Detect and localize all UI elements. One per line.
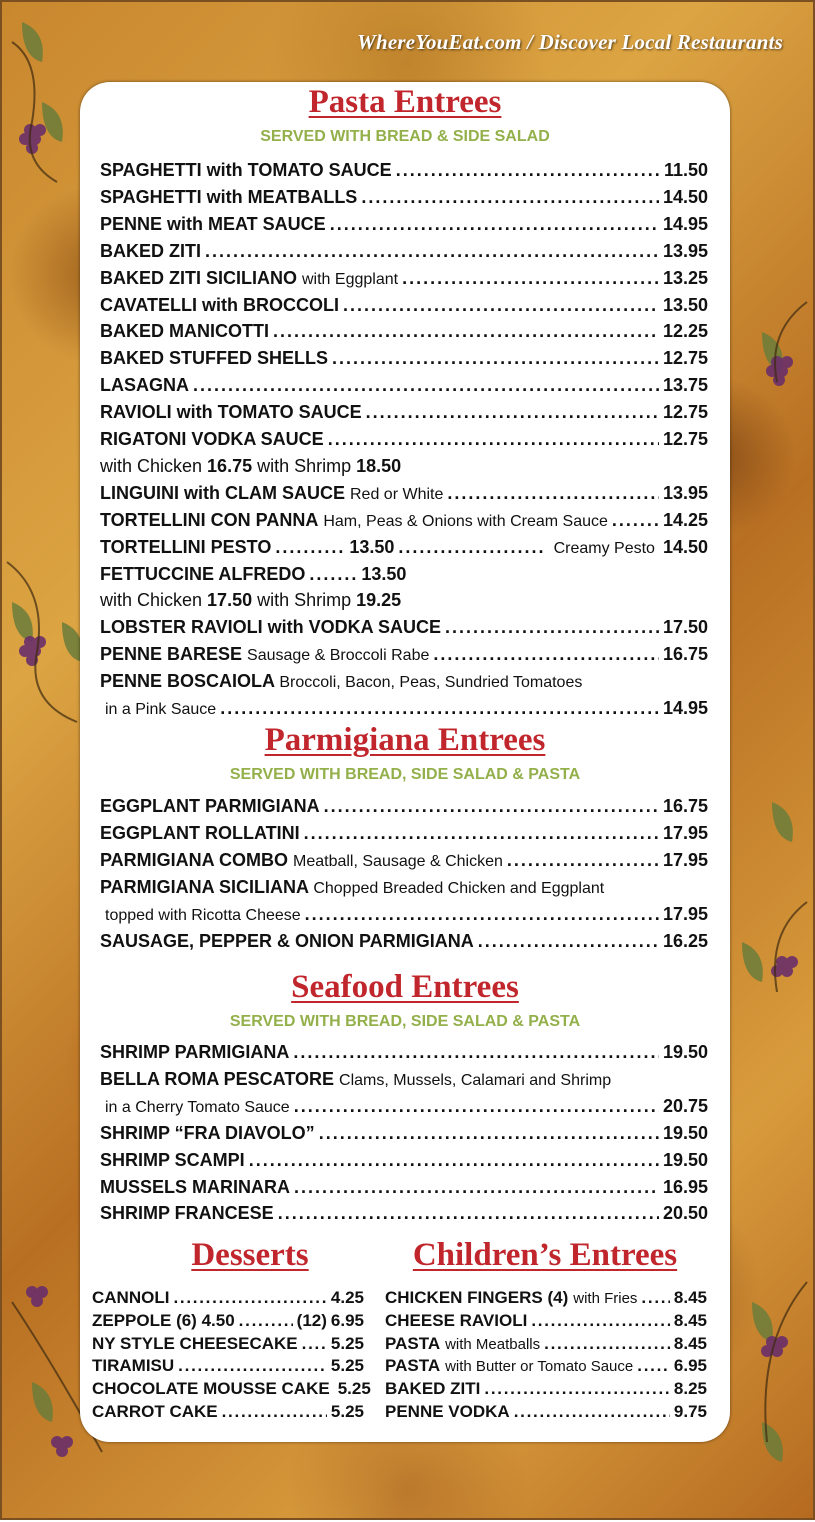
item-desc: Ham, Peas & Onions with Cream Sauce: [323, 512, 608, 530]
item-name: ZEPPOLE (6) 4.50: [92, 1310, 235, 1330]
item-name: RIGATONI VODKA SAUCE: [100, 429, 324, 449]
addon-label: with Chicken: [100, 590, 208, 611]
leader-dots: [294, 1177, 659, 1198]
children-item: [385, 1334, 707, 1358]
pasta-item: [100, 214, 708, 238]
item-name: BAKED ZITI SICILIANO: [100, 267, 297, 288]
leader-dots: [319, 1123, 659, 1144]
item-name: PARMIGIANA COMBO: [100, 849, 288, 870]
item-desc: in a Cherry Tomato Sauce: [105, 1098, 290, 1116]
item-name: SHRIMP PARMIGIANA: [100, 1042, 290, 1062]
leader-dots: [305, 904, 659, 925]
item-name: SPAGHETTI with TOMATO SAUCE: [100, 160, 392, 180]
seafood-item: [100, 1042, 708, 1066]
item-name: PASTA: [385, 1356, 441, 1376]
item-name: TIRAMISU: [92, 1356, 175, 1376]
item-desc: with Fries: [573, 1290, 638, 1307]
parmigiana-item: [100, 877, 604, 898]
rigatoni-addons: [100, 456, 401, 477]
item-price: 6.95: [330, 1310, 364, 1330]
item-price: 13.50: [349, 536, 395, 557]
pasta-item: [100, 241, 708, 265]
leader-dots: [343, 295, 659, 316]
item-name: CANNOLI: [92, 1288, 170, 1307]
item-price: 11.50: [663, 160, 708, 180]
item-price: 9.75: [673, 1402, 707, 1421]
leader-dots: [328, 429, 659, 450]
leader-dots: [641, 1288, 669, 1308]
parmigiana-subtitle: SERVED WITH BREAD, SIDE SALAD & PASTA: [229, 766, 581, 783]
item-name: NY STYLE CHEESECAKE: [92, 1333, 298, 1353]
leader-dots: [239, 1311, 293, 1331]
children-item: [385, 1356, 707, 1380]
dessert-item: [92, 1334, 364, 1358]
seafood-item: [100, 1150, 708, 1174]
addon-price: 18.50: [356, 455, 402, 476]
pasta-item: [100, 617, 708, 641]
pasta-item: [100, 187, 708, 211]
item-price: 6.95: [673, 1356, 707, 1376]
leader-dots: [273, 321, 659, 342]
pasta-title: Pasta Entrees: [308, 84, 502, 120]
pasta-item: [100, 644, 708, 668]
alfredo-addons: [100, 590, 401, 611]
leader-dots: [178, 1356, 327, 1376]
item-price: 13.95: [662, 240, 708, 261]
seafood-item: [100, 1177, 708, 1201]
item-desc: Red or White: [350, 485, 444, 503]
site-watermark: WhereYouEat.com / Discover Local Restaurants: [357, 30, 783, 54]
pasta-item: [100, 295, 708, 319]
leader-dots: [220, 698, 659, 719]
item-price: 14.25: [662, 509, 708, 530]
leader-dots: [302, 1334, 327, 1354]
item-desc: in a Pink Sauce: [105, 701, 217, 718]
pasta-item: [100, 429, 708, 453]
item-price: 13.95: [662, 482, 708, 503]
leader-dots: [484, 1379, 670, 1399]
leader-dots: [193, 375, 659, 396]
seafood-item: [100, 1069, 611, 1090]
leader-dots: [514, 1402, 670, 1422]
item-name: CHOCOLATE MOUSSE CAKE: [92, 1379, 330, 1399]
item-desc: Meatball, Sausage & Chicken: [293, 852, 503, 870]
dessert-item: [92, 1402, 364, 1426]
pasta-item-cont: [100, 698, 708, 722]
item-name: TORTELLINI CON PANNA: [100, 509, 319, 530]
leader-dots: [222, 1402, 327, 1422]
item-desc: Creamy Pesto: [553, 539, 655, 557]
item-name: PARMIGIANA SICILIANA: [100, 876, 314, 897]
children-item: [385, 1402, 707, 1426]
item-name: CARROT CAKE: [92, 1402, 218, 1421]
parmigiana-title: Parmigiana Entrees: [264, 722, 546, 758]
menu-panel: [80, 82, 730, 1442]
addon-label: with Shrimp: [252, 455, 357, 476]
seafood-item: [100, 1203, 708, 1227]
leader-dots: [544, 1334, 670, 1354]
addon-price: 19.25: [356, 590, 402, 611]
item-name: SPAGHETTI with MEATBALLS: [100, 186, 358, 207]
item-name: BELLA ROMA PESCATORE: [100, 1068, 340, 1089]
item-price: 12.25: [662, 321, 708, 342]
item-name: CHICKEN FINGERS (4): [385, 1288, 569, 1307]
item-price: 14.95: [662, 698, 708, 718]
leader-dots: [173, 1288, 326, 1308]
leader-dots: [531, 1311, 670, 1331]
pasta-item: [100, 537, 708, 561]
item-name: PENNE with MEAT SAUCE: [100, 213, 326, 234]
dessert-item: [92, 1356, 364, 1380]
item-name: SAUSAGE, PEPPER & ONION PARMIGIANA: [100, 930, 474, 951]
item-price: 5.25: [330, 1402, 364, 1421]
item-name: EGGPLANT PARMIGIANA: [100, 796, 320, 816]
item-name: TORTELLINI PESTO: [100, 536, 272, 557]
seafood-item-cont: [100, 1096, 708, 1120]
leader-dots: [398, 537, 544, 558]
item-name: (12): [296, 1310, 327, 1330]
pasta-item: [100, 160, 708, 184]
leader-dots: [366, 402, 659, 423]
item-name: EGGPLANT ROLLATINI: [100, 822, 300, 843]
item-price: 8.45: [673, 1333, 707, 1353]
pasta-item: [100, 268, 708, 292]
leader-dots: [278, 1203, 659, 1224]
item-price: 19.50: [662, 1122, 708, 1143]
item-price: 19.50: [662, 1149, 708, 1170]
pasta-item: [100, 321, 708, 345]
parmigiana-item: [100, 823, 708, 847]
item-name: SHRIMP SCAMPI: [100, 1149, 245, 1170]
leader-dots: [330, 214, 659, 235]
item-desc: with Meatballs: [445, 1335, 541, 1353]
item-name: PENNE VODKA: [385, 1402, 510, 1421]
leader-dots: [249, 1150, 659, 1171]
item-desc: Broccoli, Bacon, Peas, Sundried Tomatoes: [279, 674, 583, 692]
item-price: 5.25: [337, 1379, 371, 1399]
item-price: 17.95: [662, 849, 708, 870]
item-desc: Sausage & Broccoli Rabe: [247, 647, 430, 665]
item-price: 16.75: [662, 796, 708, 816]
leader-dots: [294, 1096, 659, 1117]
leader-dots: [309, 564, 357, 585]
leader-dots: [445, 617, 659, 638]
item-price: 13.50: [361, 563, 407, 584]
item-name: CAVATELLI with BROCCOLI: [100, 294, 339, 315]
item-name: LINGUINI with CLAM SAUCE: [100, 482, 345, 503]
item-name: FETTUCCINE ALFREDO: [100, 563, 306, 584]
leader-dots: [396, 160, 660, 181]
item-price: 13.50: [662, 294, 708, 315]
leader-dots: [332, 348, 659, 369]
item-price: 17.50: [662, 617, 708, 638]
item-price: 12.75: [662, 402, 708, 423]
item-price: 13.75: [662, 375, 708, 396]
item-desc: topped with Ricotta Cheese: [105, 906, 301, 924]
children-title: Children’s Entrees: [412, 1237, 678, 1273]
item-name: PENNE BOSCAIOLA: [100, 671, 280, 692]
item-name: SHRIMP FRANCESE: [100, 1203, 274, 1224]
item-name: BAKED ZITI: [385, 1379, 481, 1399]
item-name: PASTA: [385, 1333, 441, 1353]
item-price: 12.75: [662, 429, 708, 449]
item-price: 5.25: [330, 1356, 364, 1376]
children-item: [385, 1288, 707, 1312]
pasta-subtitle: SERVED WITH BREAD & SIDE SALAD: [260, 128, 550, 145]
item-desc: Clams, Mussels, Calamari and Shrimp: [339, 1071, 612, 1089]
item-price: 4.25: [330, 1288, 364, 1307]
leader-dots: [361, 187, 659, 208]
item-price: 17.95: [662, 822, 708, 843]
leader-dots: [433, 644, 659, 665]
item-price: 12.75: [662, 348, 708, 369]
leader-dots: [637, 1356, 670, 1376]
leader-dots: [275, 537, 345, 558]
leader-dots: [447, 483, 659, 504]
item-name: LOBSTER RAVIOLI with VODKA SAUCE: [100, 617, 442, 638]
seafood-subtitle: SERVED WITH BREAD, SIDE SALAD & PASTA: [229, 1013, 581, 1030]
leader-dots: [324, 796, 659, 817]
item-price: 14.95: [662, 213, 708, 234]
item-price: 8.45: [673, 1310, 707, 1330]
leader-dots: [507, 850, 659, 871]
parmigiana-item-cont: [100, 904, 708, 928]
children-item: [385, 1311, 707, 1335]
item-name: LASAGNA: [100, 375, 189, 396]
item-price: 20.50: [662, 1203, 708, 1224]
pasta-item: [100, 510, 708, 534]
item-name: RAVIOLI with TOMATO SAUCE: [100, 402, 362, 423]
item-name: BAKED ZITI: [100, 240, 201, 261]
item-name: SHRIMP “FRA DIAVOLO”: [100, 1122, 315, 1143]
item-price: 8.25: [673, 1379, 707, 1399]
item-price: 16.95: [662, 1176, 708, 1197]
item-price: 8.45: [673, 1288, 707, 1307]
children-item: [385, 1379, 707, 1403]
addon-price: 16.75: [207, 455, 253, 476]
item-name: MUSSELS MARINARA: [100, 1176, 291, 1197]
item-desc: Chopped Breaded Chicken and Eggplant: [313, 879, 605, 897]
item-name: BAKED MANICOTTI: [100, 321, 269, 342]
leader-dots: [402, 268, 659, 289]
item-desc: with Eggplant: [302, 270, 399, 288]
item-price: 17.95: [662, 903, 708, 924]
item-price: 16.25: [662, 930, 708, 951]
parmigiana-item: [100, 796, 708, 820]
item-name: CHEESE RAVIOLI: [385, 1310, 528, 1330]
dessert-item: [92, 1379, 371, 1403]
leader-dots: [304, 823, 659, 844]
addon-label: with Chicken: [100, 455, 208, 476]
dessert-item: [92, 1311, 364, 1335]
desserts-title: Desserts: [191, 1237, 309, 1273]
parmigiana-item: [100, 931, 708, 955]
item-price: 5.25: [330, 1333, 364, 1353]
item-price: 13.25: [662, 267, 708, 288]
leader-dots: [293, 1042, 659, 1063]
pasta-item: [100, 671, 582, 692]
item-price: 14.50: [662, 186, 708, 207]
item-price: 14.50: [662, 536, 708, 557]
leader-dots: [478, 931, 659, 952]
addon-price: 17.50: [207, 590, 253, 611]
item-price: 20.75: [662, 1095, 708, 1116]
leader-dots: [612, 510, 659, 531]
item-name: PENNE BARESE: [100, 644, 243, 665]
dessert-item: [92, 1288, 364, 1312]
seafood-title: Seafood Entrees: [291, 969, 519, 1005]
item-price: 19.50: [662, 1042, 708, 1062]
item-price: 16.75: [662, 644, 708, 665]
pasta-item: [100, 375, 708, 399]
pasta-item: [100, 348, 708, 372]
pasta-item: [100, 483, 708, 507]
leader-dots: [205, 241, 659, 262]
seafood-item: [100, 1123, 708, 1147]
pasta-item: [100, 564, 420, 588]
addon-label: with Shrimp: [252, 590, 357, 611]
item-desc: with Butter or Tomato Sauce: [445, 1358, 634, 1376]
parmigiana-item: [100, 850, 708, 874]
item-name: BAKED STUFFED SHELLS: [100, 348, 329, 369]
pasta-item: [100, 402, 708, 426]
